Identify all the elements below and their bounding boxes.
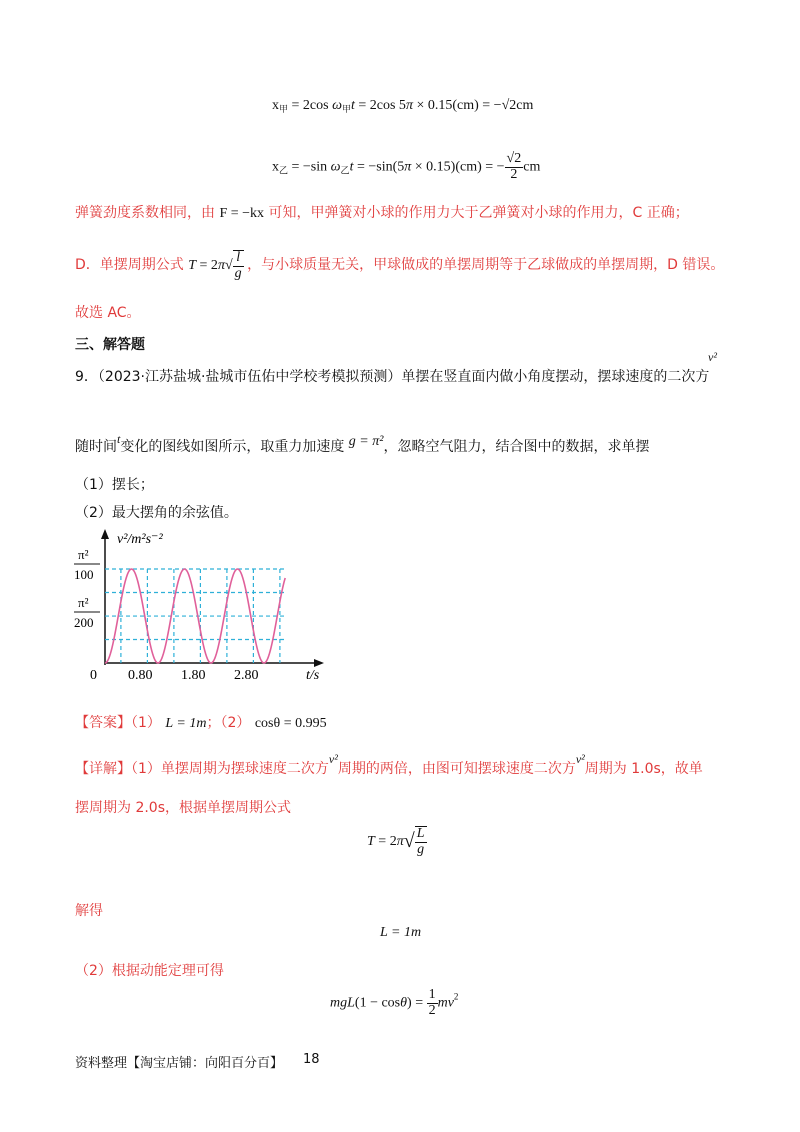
explanation-option-c: 弹簧劲度系数相同，由 F = −kx 可知，甲弹簧对小球的作用力大于乙弹簧对小球的作用力，C 正确；	[75, 205, 689, 221]
equation-x-yi: $x_乙 = -\sin$ $\omega_乙t = -\sin(5\pi \times 0.15)(cm)$ = − $\frac{√2}{2}$ cm	[272, 151, 541, 182]
equation-energy: mgL(1 − cosθ) = $\frac{1}{2}$ $mv^2$	[330, 987, 459, 1018]
solve-label: 解得	[75, 903, 103, 919]
equation-x-jia: $x_甲 = 2\cos$ $\omega_甲t = 2\cos$ 5π × 0.15(cm) = −√2cm	[272, 98, 534, 114]
series-line	[105, 569, 285, 663]
footer-text: 资料整理【淘宝店铺：向阳百分百】	[75, 1056, 284, 1071]
pendulum-period-formula: T = 2π√ $\frac{l}{g}$	[188, 250, 242, 281]
x-axis-label: t/s	[306, 668, 320, 683]
question-line-2: 随时间t变化的图线如图所示，取重力加速度 g = π²，忽略空气阻力，结合图中的数据，求单摆	[75, 432, 650, 455]
y-axis-arrow	[101, 529, 109, 539]
x-axis-arrow	[314, 659, 324, 667]
origin-label: 0	[90, 668, 97, 683]
velocity-squared-chart	[70, 525, 340, 685]
x-tick-label: 1.80	[181, 668, 206, 683]
explanation-option-d: D．单摆周期公式 T = 2π√ $\frac{l}{g}$ ，与小球质量无关，甲球做成的单摆周期等于乙球做成的单摆周期，D 错误。	[75, 250, 725, 281]
question-line-1: 9．（2023·江苏盐城·盐城市伍佑中学校考模拟预测）单摆在竖直面内做小角度摆动，摆球速度的二次方	[75, 369, 710, 385]
page-number: 18	[303, 1052, 320, 1067]
svg-text:π²: π²	[78, 595, 89, 610]
section-heading: 三、解答题	[75, 337, 145, 353]
y-tick-label-pi2-200	[74, 595, 100, 630]
svg-text:π²: π²	[78, 547, 89, 562]
conclusion: 故选 AC。	[75, 305, 141, 321]
question-sub-2: （2）最大摆角的余弦值。	[75, 505, 238, 521]
equation-period: T = 2π√ $\frac{L}{g}$	[367, 826, 425, 857]
hooke-law-formula: F = −kx	[219, 206, 265, 221]
y-axis-label: v²/m²s⁻²	[117, 532, 163, 547]
y-tick-label-pi2-100	[74, 547, 100, 582]
equation-length: L = 1m	[380, 925, 422, 940]
detail-line-1: 【详解】（1）单摆周期为摆球速度二次方v²周期的两倍，由图可知摆球速度二次方v²周期为 1.0s，故单	[75, 752, 703, 777]
v-squared-symbol: v²	[708, 350, 717, 364]
question-sub-1: （1）摆长；	[75, 477, 154, 493]
x-tick-label: 0.80	[128, 668, 153, 683]
detail-line-3: （2）根据动能定理可得	[75, 963, 224, 979]
svg-text:100: 100	[74, 567, 94, 582]
svg-text:200: 200	[74, 615, 94, 630]
detail-line-2: 摆周期为 2.0s，根据单摆周期公式	[75, 800, 292, 816]
x-tick-label: 2.80	[234, 668, 259, 683]
answer-line: 【答案】（1） L = 1m；（2） cosθ = 0.995	[75, 715, 327, 731]
